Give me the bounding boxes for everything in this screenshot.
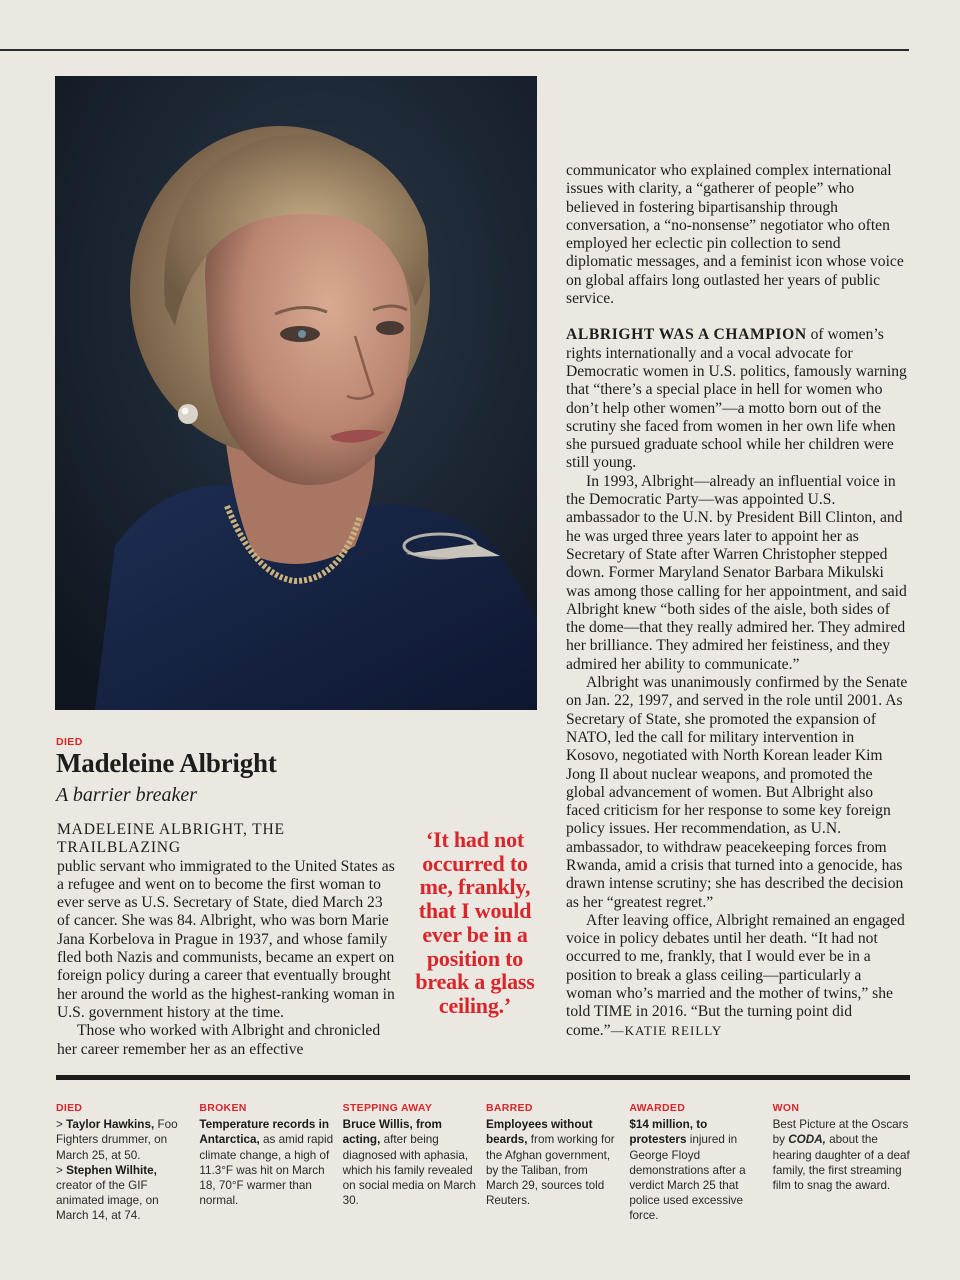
article-paragraph	[566, 912, 910, 1040]
brief-died	[56, 1101, 199, 1224]
article-paragraph: In 1993, Albright—already an influential voice in the Democratic Party—was appointed U.S. ambassador to the U.N. by President Bill Clinton, and he was urged three years later to appoint her as Secretary of State after Warren Christopher stepped down. Former Maryland Senator Barbara Mikulski was among those calling for her appointment, and said Albright knew “both sides of the aisle, both sides of the dome—that they really admired her. They admired her brilliance. They admired her feistiness, and they admired her ability to communicate.”	[566, 472, 907, 673]
article-paragraph: communicator who explained complex international issues with clarity, a “gatherer of people” who believed in fostering bipartisanship through conversation, a “no-nonsense” negotiator who often employed her eclectic pin collection to send diplomatic messages, and a feminist icon whose voice on global affairs long outlasted her years of public service.	[566, 162, 904, 308]
brief-item	[56, 1163, 193, 1224]
brief-bold: Temperature records in Antarctica,	[199, 1118, 330, 1147]
article-paragraph: Albright was unanimously confirmed by the Senate on Jan. 22, 1997, and served in the role until 2001. As Secretary of State, she promoted the expansion of NATO, led the call for military intervention in Kosovo, negotiated with North Korean leader Kim Jong Il about nuclear weapons, and promoted the global advancement of women. But Albright also faced criticism for her response to some key foreign policy issues. Her recommendation, as U.N. ambassador, to withdraw peacekeeping forces from Rwanda, amid a crisis that turned into a genocide, has drawn intense scrutiny; she has described the decision as her “greatest regret.”	[566, 674, 908, 911]
brief-bullet: >	[56, 1118, 67, 1132]
brief-text: after being diagnosed with aphasia, which his family revealed on social media on March 30.	[342, 1133, 476, 1208]
brief-bold: Employees without beards,	[485, 1118, 593, 1147]
article-paragraph	[57, 821, 399, 1022]
brief-label: BROKEN	[199, 1102, 247, 1114]
portrait-photo	[55, 76, 537, 710]
brief-label: STEPPING AWAY	[342, 1102, 433, 1114]
brief-text: injured in George Floyd demonstrations after a verdict March 25 that police used excessive force.	[629, 1133, 746, 1223]
article-column-right	[566, 162, 910, 1040]
brief-label: BARRED	[485, 1102, 533, 1114]
article-paragraph	[566, 326, 910, 472]
article-byline: —KATIE REILLY	[610, 1022, 723, 1038]
article-dek: A barrier breaker	[56, 784, 198, 806]
brief-broken	[199, 1101, 342, 1224]
brief-text: creator of the GIF animated image, on March 14, at 74.	[56, 1179, 159, 1223]
bottom-rule	[56, 1075, 910, 1080]
brief-label: DIED	[56, 1102, 83, 1114]
brief-item	[486, 1117, 623, 1208]
brief-bold: $14 million, to protesters	[629, 1118, 708, 1147]
article-lead-in: ALBRIGHT WAS A CHAMPION	[566, 326, 807, 344]
brief-item	[773, 1117, 910, 1193]
brief-barred	[486, 1101, 629, 1224]
article-kicker: DIED	[56, 736, 83, 748]
brief-text: as amid rapid climate change, a high of 11.3°F was hit on March 18, 70°F warmer than normal.	[199, 1133, 334, 1208]
brief-awarded	[629, 1101, 772, 1224]
brief-item	[343, 1117, 480, 1208]
brief-bold: Stephen Wilhite,	[66, 1163, 157, 1177]
article-text: After leaving office, Albright remained an engaged voice in policy debates until her death. “It had not occurred to me, frankly, that I would ever be in a position to break a glass ceiling—particularly a woman who’s married and the mother of twins,” she told TIME in 2016. “But the turning point did come.”	[566, 911, 905, 1039]
brief-text: about the hearing daughter of a deaf family, the first streaming film to snag the award.	[772, 1133, 910, 1193]
brief-won	[773, 1101, 916, 1224]
brief-text: from working for the Afghan government, by the Taliban, from March 29, sources told Reuters.	[485, 1133, 615, 1208]
brief-label: WON	[772, 1102, 800, 1114]
brief-item	[629, 1117, 766, 1223]
article-column-left	[57, 821, 399, 1059]
article-text: of women’s rights internationally and a vocal advocate for Democratic women in U.S. politics, famously warning that “there’s a special place in hell for women who don’t help other women”—a motto born out of the scrutiny she faced from women in her own life when she pursued graduate school while her children were still young.	[566, 326, 907, 472]
brief-bullet: >	[56, 1163, 67, 1177]
brief-bold: Taylor Hawkins,	[66, 1118, 155, 1132]
article-paragraph: Those who worked with Albright and chronicled her career remember her as an effective	[57, 1022, 381, 1058]
top-rule	[0, 49, 909, 51]
article-text: public servant who immigrated to the United States as a refugee and went on to become the first woman to ever serve as U.S. Secretary of State, died March 23 of cancer. She was 84. Albright, who was born Marie Jana Korbelova in Prague in 1937, and whose family fled both Nazis and communists, became an expert on foreign policy during a career that eventually brought her around the world as the highest-ranking woman in U.S. government history at the time.	[57, 857, 395, 1021]
pull-quote: ‘It had not occurred to me, frankly, that I would ever be in a position to break a glass ceiling.’	[415, 827, 535, 1018]
briefs-row	[56, 1101, 916, 1224]
brief-item	[56, 1117, 193, 1163]
brief-text: Foo Fighters drummer, on March 25, at 50.	[56, 1118, 178, 1162]
brief-italic: CODA,	[788, 1133, 826, 1147]
article-headline: Madeleine Albright	[56, 748, 277, 778]
brief-text: Best Picture at the Oscars by	[772, 1118, 909, 1147]
brief-label: AWARDED	[629, 1102, 686, 1114]
brief-item	[199, 1117, 336, 1208]
brief-stepping-away	[343, 1101, 486, 1224]
article-lead-in: MADELEINE ALBRIGHT, THE TRAILBLAZING	[57, 821, 285, 857]
brief-bold: Bruce Willis, from acting,	[342, 1118, 442, 1147]
